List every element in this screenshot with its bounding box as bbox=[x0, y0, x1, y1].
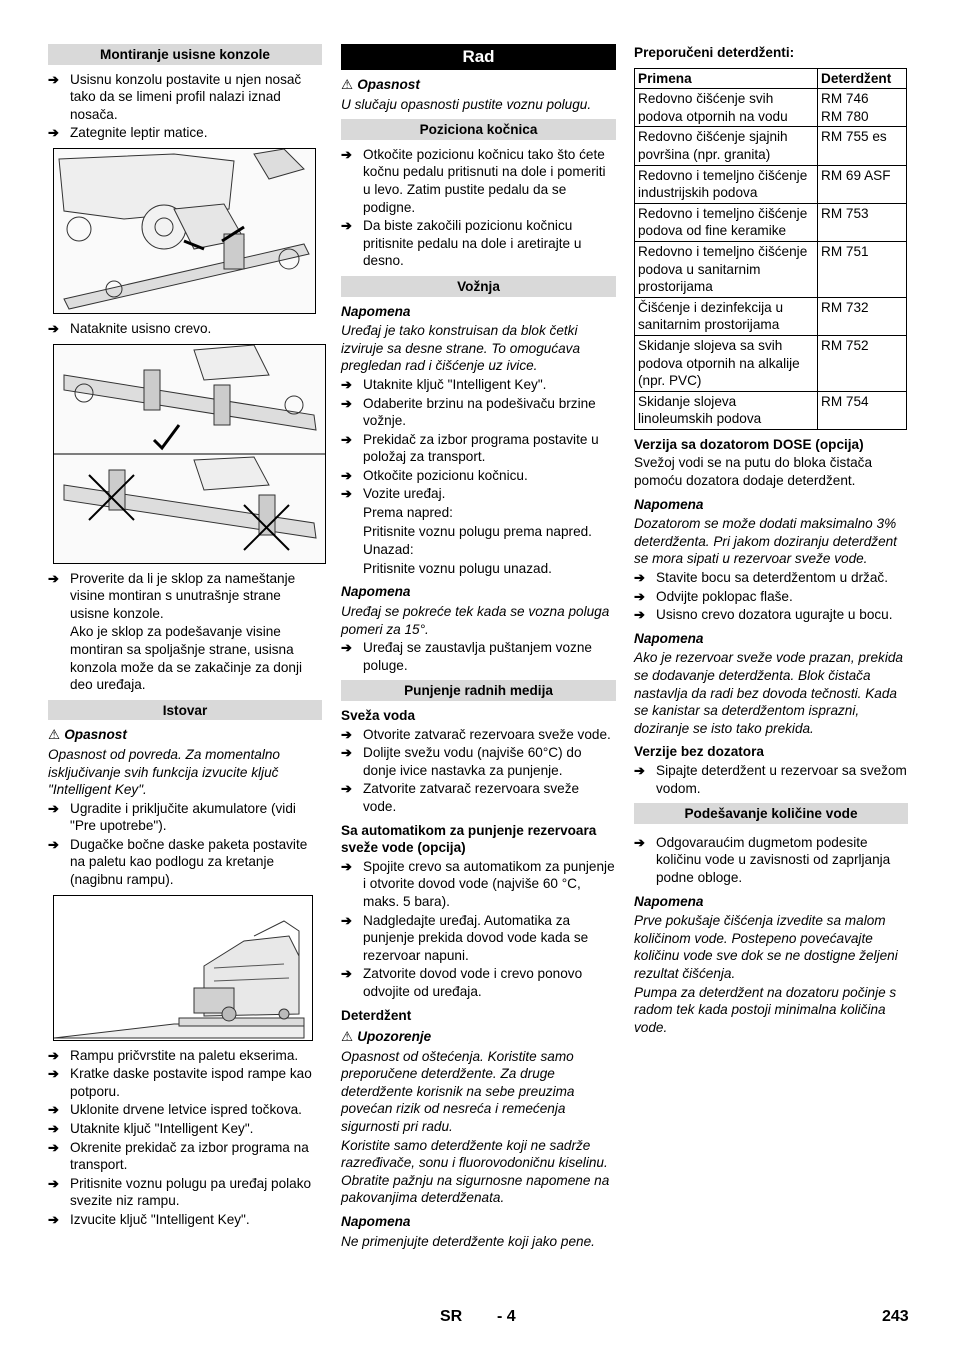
list-item: ➔ Otkočite pozicionu kočnicu tako što ćete kočnu pedalu pritisnuti na dole i pomeriti u levo. Zatim pustite pedalu da se podigne. bbox=[341, 146, 616, 216]
column-right bbox=[634, 44, 908, 1037]
table-cell-primena: Redovno čišćenje svih podova otpornih na vodu bbox=[635, 89, 818, 127]
table-cell-deterdzent: RM 755 es bbox=[818, 127, 907, 165]
note-label: Napomena bbox=[341, 584, 411, 600]
table-cell-primena: Redovno i temeljno čišćenje industrijskih podova bbox=[635, 165, 818, 203]
list-subitem: Pritisnite voznu polugu prema napred. bbox=[363, 523, 592, 539]
table-row bbox=[635, 335, 907, 391]
note-text: Ako je rezervoar sveže vode prazan, prekida se dodavanje deterdženta. Blok čistača nastavlja da radi bez dovoda tečnosti. Kada se kanistar sa deterdžentom isprazni, doziranje se isto tako prekida. bbox=[634, 650, 903, 736]
table-row bbox=[635, 127, 907, 165]
warning-label: ⚠ Opasnost bbox=[48, 727, 127, 743]
table-row bbox=[635, 89, 907, 127]
list-item: ➔ Otkočite pozicionu kočnicu. bbox=[341, 467, 616, 485]
figure-ramp-unloading bbox=[53, 895, 313, 1041]
list-item: ➔ Spojite crevo sa automatikom za punjenje i otvorite dovod vode (najviše 60 °C, maks. 5 bara). bbox=[341, 858, 616, 911]
figure-suction-mount bbox=[53, 148, 316, 314]
list-item: ➔ Da biste zakočili pozicionu kočnicu pritisnite pedalu na dole i aretirajte u desno. bbox=[341, 217, 616, 270]
list-item: ➔ Nadgledajte uređaj. Automatika za punjenje prekida dovod vode kada se rezervoar napuni. bbox=[341, 912, 616, 965]
detergent-table bbox=[634, 68, 907, 430]
warning-text: Koristite samo deterdžente koji ne sadrže razređivače, sonu i fluorovodoničnu kiselinu. Obratite pažnju na sigurnosne napomene na pakovanjima deterdženata. bbox=[341, 1137, 610, 1206]
table-row bbox=[635, 391, 907, 429]
table-row bbox=[635, 241, 907, 297]
table-cell-primena: Skidanje slojeva linoleumskih podova bbox=[635, 391, 818, 429]
table-cell-primena: Redovno i temeljno čišćenje podova u sanitarnim prostorijama bbox=[635, 241, 818, 297]
list-item: ➔ Pritisnite voznu polugu pa uređaj polako svezite niz rampu. bbox=[48, 1175, 322, 1210]
table-cell-primena: Redovno i temeljno čišćenje podova od fine keramike bbox=[635, 203, 818, 241]
list-item: ➔ Nataknite usisno crevo. bbox=[48, 320, 322, 338]
list-item: ➔ Izvucite ključ "Intelligent Key". bbox=[48, 1211, 322, 1229]
table-cell-deterdzent: RM 751 bbox=[818, 241, 907, 297]
note-label: Napomena bbox=[341, 303, 411, 319]
footer-language: SR bbox=[440, 1308, 463, 1325]
note-text: Pumpa za deterdžent na dozatoru počinje s radom tek kada postoji minimalna količina vode. bbox=[634, 984, 897, 1035]
list-item: ➔ Stavite bocu sa deterdžentom u držač. bbox=[634, 569, 908, 587]
warning-icon: ⚠ bbox=[341, 77, 354, 92]
note-label: Napomena bbox=[634, 630, 704, 646]
warning-text: Opasnost od oštećenja. Koristite samo preporučene deterdžente. Za druge deterdžente korisnik na sebe preuzima povećan rizik od nesreća i remećenja sigurnosti pri radu. bbox=[341, 1048, 575, 1135]
warning-icon: ⚠ bbox=[48, 727, 61, 743]
table-cell-primena: Redovno čišćenje sjajnih površina (npr. granita) bbox=[635, 127, 818, 165]
column-header: Deterdžent bbox=[818, 68, 907, 89]
table-cell-deterdzent: RM 754 bbox=[818, 391, 907, 429]
list-item: ➔ Utaknite ključ "Intelligent Key". bbox=[48, 1120, 322, 1138]
table-row bbox=[635, 203, 907, 241]
list-item: ➔ Odvijte poklopac flaše. bbox=[634, 588, 908, 606]
list-item: ➔ Usisnu konzolu postavite u njen nosač tako da se limeni profil nalazi iznad nosača. bbox=[48, 71, 322, 124]
subheading-automatika: Sa automatikom za punjenje rezervoara sveže vode (opcija) bbox=[341, 822, 597, 856]
list-item: ➔ Sipajte deterdžent u rezervoar sa svežom vodom. bbox=[634, 762, 908, 797]
warning-label: ⚠ Opasnost bbox=[341, 77, 420, 92]
subheading-bez-dozatora: Verzije bez dozatora bbox=[634, 744, 764, 760]
figure-height-adjust bbox=[53, 344, 326, 564]
note-label: Napomena bbox=[341, 1214, 411, 1230]
warning-text: Opasnost od povreda. Za momentalno isključivanje svih funkcija izvucite ključ "Intelligent Key". bbox=[48, 746, 280, 798]
list-subitem: Unazad: bbox=[363, 542, 414, 558]
column-middle bbox=[341, 44, 616, 1251]
section-heading-kocnica: Poziciona kočnica bbox=[341, 119, 616, 140]
section-heading-istovar: Istovar bbox=[48, 700, 322, 721]
chapter-heading-rad: Rad bbox=[341, 44, 616, 70]
table-cell-deterdzent: RM 746 RM 780 bbox=[818, 89, 907, 127]
section-heading-montiranje: Montiranje usisne konzole bbox=[48, 44, 322, 65]
list-item: ➔ Odaberite brzinu na podešivaču brzine vožnje. bbox=[341, 395, 616, 430]
table-row bbox=[635, 165, 907, 203]
footer-page-number: 243 bbox=[882, 1308, 909, 1325]
table-cell-deterdzent: RM 752 bbox=[818, 335, 907, 391]
paragraph: Svežoj vodi se na putu do bloka čistača pomoću dozatora dodaje deterdžent. bbox=[634, 455, 873, 489]
list-item: ➔ Usisno crevo dozatora ugurajte u bocu. bbox=[634, 606, 908, 624]
list-item: ➔ Kratke daske postavite ispod rampe kao potporu. bbox=[48, 1065, 322, 1100]
table-header-row bbox=[635, 68, 907, 89]
note-text: Prve pokušaje čišćenja izvedite sa malom količinom vode. Postepeno povećavajte količinu vode sve dok se ne dostigne željeni rezultat čišćenja. bbox=[634, 913, 898, 981]
column-left bbox=[48, 44, 322, 1230]
table-cell-deterdzent: RM 732 bbox=[818, 297, 907, 335]
subheading-sveza-voda: Sveža voda bbox=[341, 708, 416, 723]
section-heading-punjenje: Punjenje radnih medija bbox=[341, 680, 616, 701]
list-subitem: Pritisnite voznu polugu unazad. bbox=[363, 560, 552, 576]
subheading-deterdzent: Deterdžent bbox=[341, 1007, 412, 1023]
list-item: ➔ Uređaj se zaustavlja puštanjem vozne poluge. bbox=[341, 639, 616, 674]
list-item: ➔ Dugačke bočne daske paketa postavite na paletu kao podlogu za kretanje (nagibnu rampu). bbox=[48, 836, 322, 889]
note-text: Uređaj je tako konstruisan da blok četki izviruje sa desne strane. To omogućava pregledan rad i čišćenje uz ivice. bbox=[341, 323, 581, 374]
subheading-preporuceni: Preporučeni deterdženti: bbox=[634, 45, 795, 60]
section-heading-voznja: Vožnja bbox=[341, 276, 616, 297]
list-subitem: Prema napred: bbox=[363, 505, 453, 521]
table-cell-deterdzent: RM 753 bbox=[818, 203, 907, 241]
list-item: ➔ Zategnite leptir matice. bbox=[48, 124, 322, 142]
list-item: ➔ Utaknite ključ "Intelligent Key". bbox=[341, 376, 616, 394]
list-item: ➔ Prekidač za izbor programa postavite u položaj za transport. bbox=[341, 431, 616, 466]
table-row bbox=[635, 297, 907, 335]
note-text: Dozatorom se može dodati maksimalno 3% deterdženta. Pri jakom doziranju deterdžent se mora sipati u rezervoar sveže vode. bbox=[634, 516, 897, 567]
table-cell-deterdzent: RM 69 ASF bbox=[818, 165, 907, 203]
note-text: Ne primenjujte deterdžente koji jako pene. bbox=[341, 1233, 595, 1249]
warning-text: U slučaju opasnosti pustite voznu polugu. bbox=[341, 96, 592, 112]
table-cell-primena: Čišćenje i dezinfekcija u sanitarnim prostorijama bbox=[635, 297, 818, 335]
note-label: Napomena bbox=[634, 893, 704, 909]
table-cell-primena: Skidanje slojeva sa svih podova otpornih na alkalije (npr. PVC) bbox=[635, 335, 818, 391]
list-item: ➔ Dolijte svežu vodu (najviše 60°C) do donje ivice nastavka za punjenje. bbox=[341, 744, 616, 779]
column-header: Primena bbox=[635, 68, 818, 89]
note-label: Napomena bbox=[634, 496, 704, 512]
warning-label: ⚠ Upozorenje bbox=[341, 1029, 432, 1045]
warning-icon: ⚠ bbox=[341, 1029, 354, 1045]
list-item: ➔ Rampu pričvrstite na paletu ekserima. bbox=[48, 1047, 322, 1065]
note-text: Uređaj se pokreće tek kada se vozna poluga pomeri za 15°. bbox=[341, 604, 610, 637]
list-item: ➔ Odgovaraućim dugmetom podesite količinu vode u zavisnosti od zaprljanja podne obloge. bbox=[634, 834, 908, 887]
list-item: ➔ Vozite uređaj. bbox=[341, 485, 616, 503]
list-item: ➔ Uklonite drvene letvice ispred točkova. bbox=[48, 1101, 322, 1119]
list-item: ➔ Otvorite zatvarač rezervoara sveže vode. bbox=[341, 726, 616, 744]
list-item: ➔ Ugradite i priključite akumulatore (vidi "Pre upotrebe"). bbox=[48, 800, 322, 835]
list-item: ➔ Proverite da li je sklop za nameštanje visine montiran s unutrašnje strane usisne konzole. bbox=[48, 570, 322, 623]
footer-page-dash: - 4 bbox=[497, 1308, 516, 1325]
list-item: ➔ Okrenite prekidač za izbor programa na transport. bbox=[48, 1139, 322, 1174]
list-item: ➔ Zatvorite dovod vode i crevo ponovo odvojite od uređaja. bbox=[341, 965, 616, 1000]
list-item: ➔ Zatvorite zatvarač rezervoara sveže vode. bbox=[341, 780, 616, 815]
list-item-continuation: Ako je sklop za podešavanje visine montiran sa spoljašnje strane, usisna konzola može da se zakačinje za donji deo uređaja. bbox=[70, 624, 302, 693]
subheading-dose: Verzija sa dozatorom DOSE (opcija) bbox=[634, 436, 864, 452]
section-heading-kolicina: Podešavanje količine vode bbox=[634, 803, 908, 824]
